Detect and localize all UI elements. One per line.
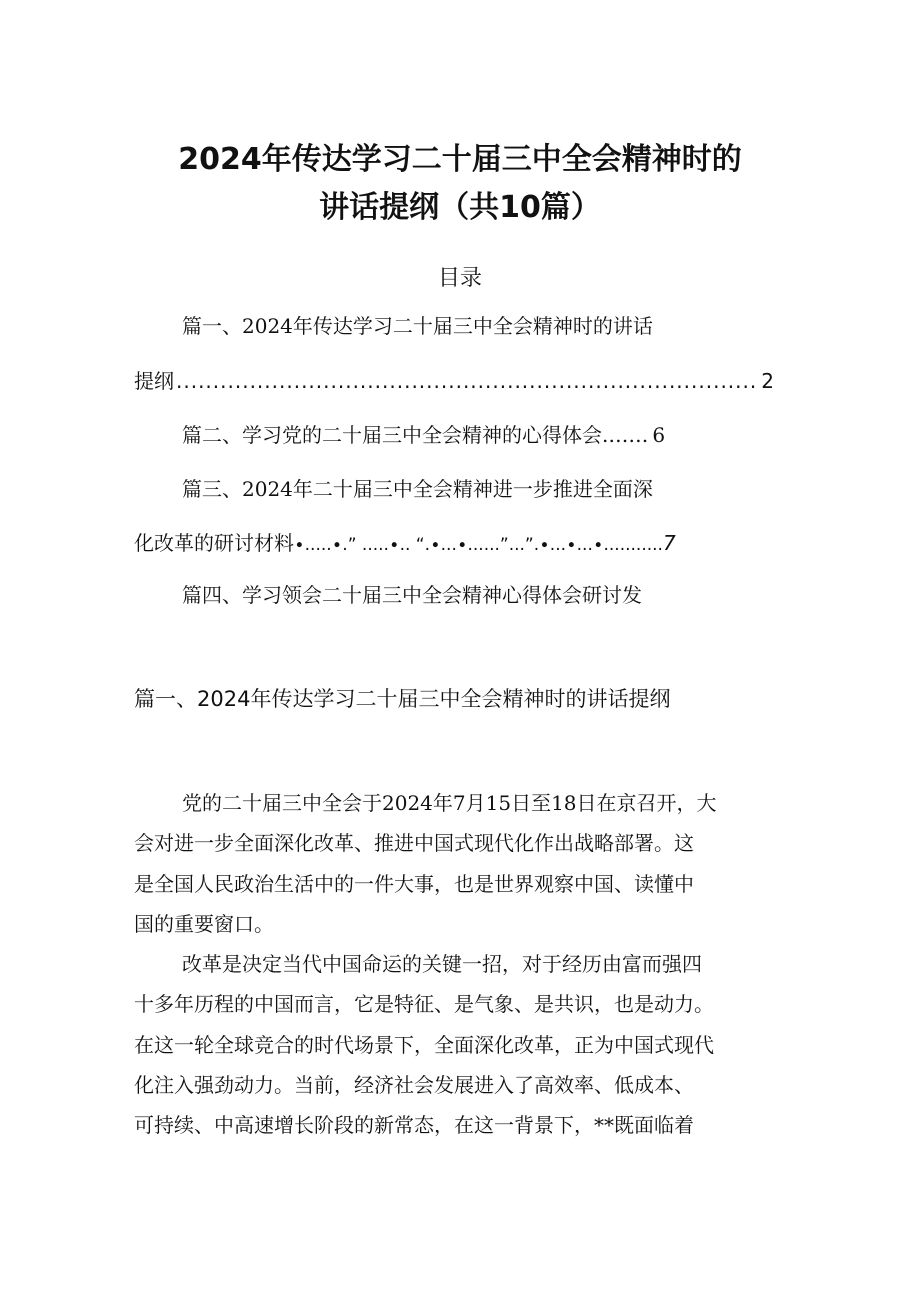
toc-entry-3-line-1[interactable]: 篇三、2024年二十届三中全会精神进一步推进全面深 — [182, 477, 653, 501]
paragraph-line: 改革是决定当代中国命运的关键一招，对于经历由富而强四 — [182, 952, 702, 976]
toc-entry-3-text: 化改革的研讨材料 — [134, 531, 294, 555]
toc-entry-3-line-2[interactable] — [134, 528, 676, 560]
paragraph-line: 在这一轮全球竞合的时代场景下，全面深化改革，正为中国式现代 — [134, 1032, 714, 1057]
toc-entry-1-line-1[interactable]: 篇一、2024年传达学习二十届三中全会精神时的讲话 — [182, 314, 653, 338]
toc-entry-3-page: 7 — [662, 531, 676, 555]
document-title-line-2: 讲话提纲（共10篇） — [319, 190, 601, 225]
toc-entry-1-page: 2 — [761, 369, 774, 393]
paragraph-line: 化注入强劲动力。当前，经济社会发展进入了高效率、低成本、 — [134, 1072, 694, 1097]
toc-heading: 目录 — [437, 266, 482, 291]
toc-entry-4-line-1[interactable]: 篇四、学习领会二十届三中全会精神心得体会研讨发 — [182, 583, 642, 607]
toc-entry-3-leader: ∙.....∙.” .....∙.. “.∙...∙......”...”.∙...∙...∙........... — [294, 535, 663, 555]
body-paragraph-1 — [134, 783, 794, 944]
paragraph-line: 会对进一步全面深化改革、推进中国式现代化作出战略部署。这 — [134, 831, 694, 856]
toc-leader-dots — [176, 366, 759, 396]
section-heading: 篇一、2024年传达学习二十届三中全会精神时的讲话提纲 — [134, 687, 671, 711]
paragraph-line: 是全国人民政治生活中的一件大事，也是世界观察中国、读懂中 — [134, 871, 694, 896]
body-paragraph-2 — [134, 944, 794, 1145]
toc-entry-2-page: 6 — [652, 423, 666, 447]
toc-entry-2-text: 篇二、学习党的二十届三中全会精神的心得体会.…… — [182, 423, 649, 447]
paragraph-line: 党的二十届三中全会于2024年7月15日至18日在京召开，大 — [182, 791, 717, 815]
paragraph-line: 国的重要窗口。 — [134, 911, 274, 936]
toc-entry-1-line-2[interactable] — [134, 366, 774, 396]
toc-entry-1-text: 提纲 — [134, 369, 174, 393]
toc-entry-2[interactable] — [182, 420, 665, 450]
paragraph-line: 十多年历程的中国而言，它是特征、是气象、是共识，也是动力。 — [134, 992, 714, 1017]
paragraph-line: 可持续、中高速增长阶段的新常态，在这一背景下，**既面临着 — [134, 1113, 694, 1138]
document-title-line-1: 2024年传达学习二十届三中全会精神时的 — [178, 142, 742, 177]
